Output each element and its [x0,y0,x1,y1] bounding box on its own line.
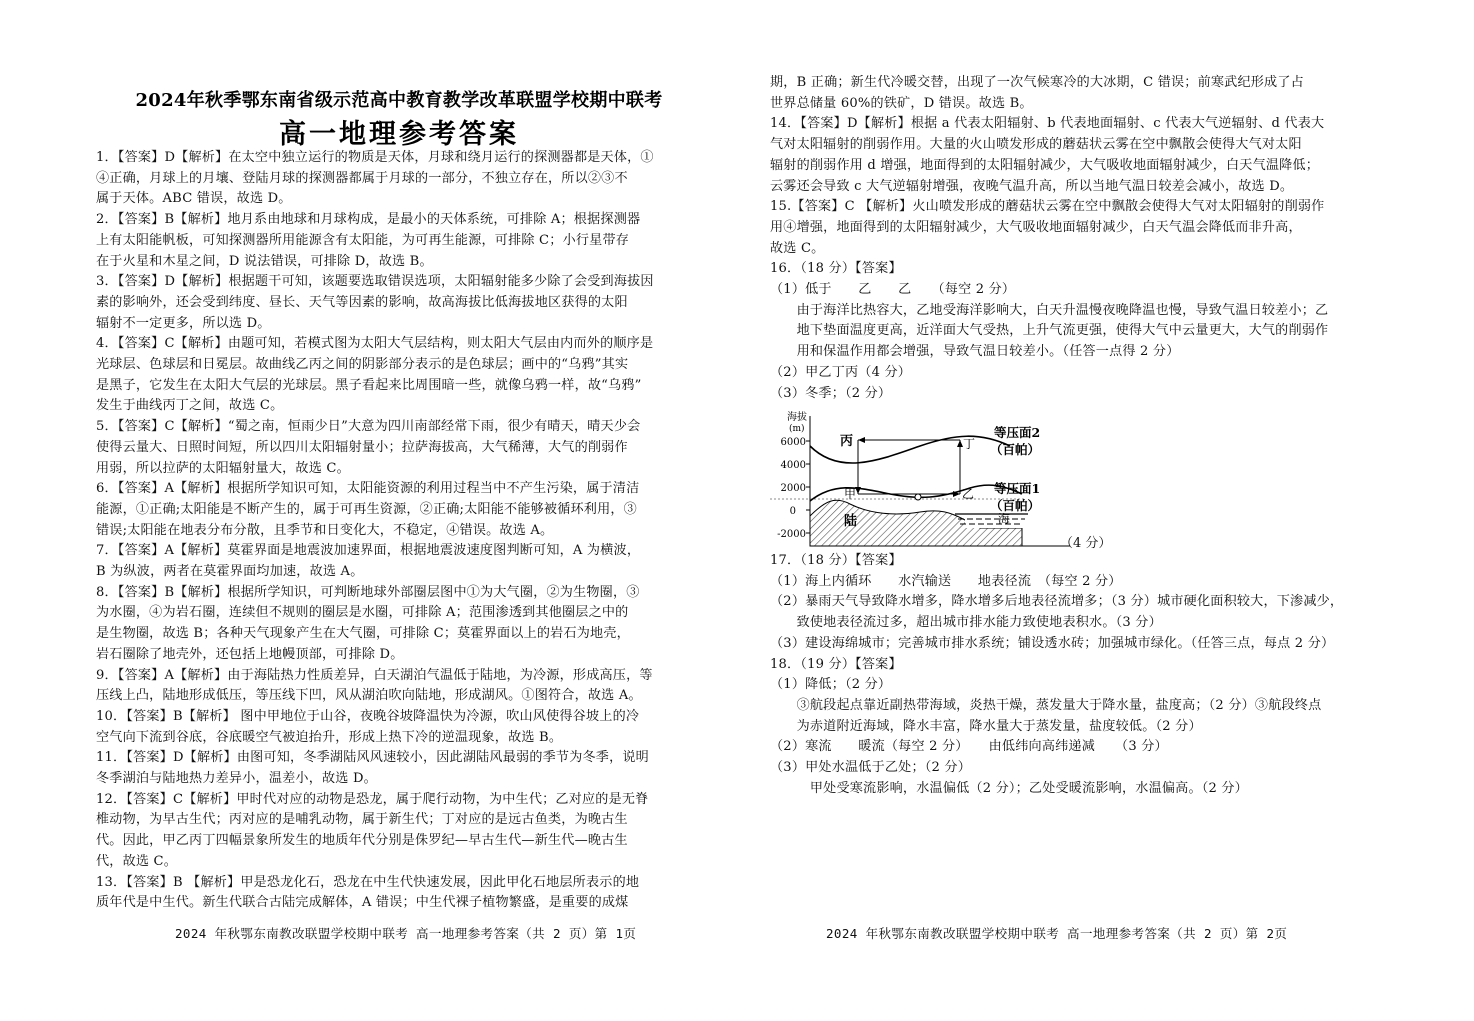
text-line: 使得云量大、日照时间短，所以四川太阳辐射量小；拉萨海拔高，大气稀薄，大气的削弱作 [96,439,628,455]
footer-page-1: 2024 年秋鄂东南教改联盟学校期中联考 高一地理参考答案（共 2 页）第 1页 [175,926,637,941]
text-line: 属于天体。ABC 错误，故选 D。 [96,191,292,207]
isobar2-unit: （百帕） [990,442,1041,457]
text-line: 在于火星和木星之间，D 说法错误，可排除 D，故选 B。 [96,253,433,269]
text-line: 辐射的削弱作用 d 增强，地面得到的太阳辐射减少，大气吸收地面辐射减少，白天气温降低； [770,157,1320,173]
text-line: 代，故选 C。 [96,853,178,869]
text-line: 能源，①正确;太阳能是不断产生的，属于可再生资源，②正确;太阳能不能够被循环利用，③ [96,501,637,517]
text-line: 2．【答案】B【解析】地月系由地球和月球构成，是最小的天体系统，可排除 A；根据探测器 [96,212,641,228]
text-line: 3．【答案】D【解析】根据题干可知，该题要选取错误选项，太阳辐射能多少除了会受到海拔因 [96,274,654,290]
text-line: 椎动物，为早古生代；丙对应的是哺乳动物，属于新生代；丁对应的是远古鱼类，为晚古生 [96,812,628,828]
text-line: 是黑子，它发生在太阳大气层的光球层。黑子看起来比周围暗一些，就像乌鸦一样，故“乌鸦” [96,377,642,393]
text-line: 云雾还会导致 c 大气逆辐射增强，夜晚气温升高，所以当地气温日较差会减小，故选 D。 [770,178,1294,194]
text-line: 为水圈，④为岩石圈，连续但不规则的圈层是水圈，可排除 A；范围渗透到其他圈层之中的 [96,605,629,621]
text-line: 期，B 正确；新生代冷暖交替，出现了一次气候寒冷的大冰期，C 错误；前寒武纪形成了占 [770,75,1304,90]
text-line: 发生于曲线丙丁之间，故选 C。 [96,398,284,414]
text-line: 质年代是中生代。新生代联合古陆完成解体，A 错误；中生代裸子植物繁盛，是重要的成煤 [96,895,629,911]
sea-area [965,514,1025,528]
text-line: 地下垫面温度更高，近洋面大气受热，上升气流更强，使得大气中云量更大，大气的削弱作 [770,323,1329,339]
text-line: 世界总储量 60%的铁矿，D 错误。故选 B。 [770,95,1033,111]
y-axis-title: 海拔 [787,412,807,423]
text-line: 用弱，所以拉萨的太阳辐射量大，故选 C。 [96,460,350,476]
y-tick-label: 2000 [780,483,806,494]
text-line: 12．【答案】C【解析】甲时代对应的动物是恐龙，属于爬行动物，为中生代；乙对应的是无脊 [96,791,649,807]
text-line: 光球层、色球层和日冕层。故曲线乙丙之间的阴影部分表示的是色球层；画中的“乌鸦”其实 [96,357,629,372]
text-line: （2）暴雨天气导致降水增多，降水增多后地表径流增多；（3 分）城市硬化面积较大，下渗减少， [770,594,1344,610]
text-line: （2）甲乙丁丙（4 分） [770,364,912,380]
isobar1-unit: （百帕） [990,498,1041,513]
text-line: （1）海上内循环 水汽输送 地表径流 （每空 2 分） [770,573,1122,589]
text-line: ③航段起点靠近副热带海域，炎热干燥，蒸发量大于降水量，盐度高；（2 分）③航段终点 [770,697,1322,713]
text-line: 4．【答案】C【解析】由题可知，若模式图为太阳大气层结构，则太阳大气层由内而外的顺序是 [96,336,654,352]
isobar2-name: 等压面2 [994,425,1041,440]
label-jia: 甲 [844,487,857,501]
text-line: （1）低于 乙 乙 （每空 2 分） [770,282,1016,297]
text-line: 由于海洋比热容大，乙地受海洋影响大，白天升温慢夜晚降温也慢，导致气温日较差小；乙 [770,302,1329,318]
text-line: 错误;太阳能在地表分布分散，且季节和日变化大，不稳定，④错误。故选 A。 [96,522,554,538]
text-line: 致使地表径流过多，超出城市排水能力致使地表积水。（3 分） [770,615,1162,631]
y-tick-label: 6000 [780,437,806,448]
label-yi: 乙 [962,487,975,501]
text-line: （3）建设海绵城市；完善城市排水系统；铺设透水砖；加强城市绿化。（任答三点，每点 2 分） [770,635,1335,651]
text-line: 16．（18 分）【答案】 [770,261,902,277]
text-line: 14．【答案】D【解析】根据 a 代表太阳辐射、b 代表地面辐射、c 代表大气逆辐射、d 代表大 [770,116,1325,132]
text-line: （1）降低；（2 分） [770,677,892,693]
text-line: 用④增强，地面得到的太阳辐射减少，大气吸收地面辐射减少，白天气温会降低而非升高， [770,219,1302,235]
text-line: （3）冬季；（2 分） [770,385,892,401]
text-line: 8．【答案】B【解析】根据所学知识，可判断地球外部圈层图中①为大气圈，②为生物圈，③ [96,584,640,600]
text-line: 上有太阳能帆板，可知探测器所用能源含有太阳能，为可再生能源，可排除 C；小行星带存 [96,232,630,248]
text-line: ④正确，月球上的月壤、登陆月球的探测器都属于月球的一部分，不独立存在，所以②③不 [96,170,628,186]
text-line: 气对太阳辐射的削弱作用。大量的火山喷发形成的蘑菇状云雾在空中飘散会使得大气对太阳 [770,137,1302,153]
isobar1-name: 等压面1 [994,481,1041,496]
text-line: 空气向下流到谷底，谷底暖空气被迫抬升，形成上热下冷的逆温现象，故选 B。 [96,729,563,745]
text-line: （2）寒流 暖流（每空 2 分） 由低纬向高纬递减 （3 分） [770,739,1168,755]
y-tick-label: 0 [789,506,796,517]
text-line: 18．（19 分）【答案】 [770,656,902,672]
text-line: 故选 C。 [770,240,825,256]
text-line: 7．【答案】A【解析】莫霍界面是地震波加速界面，根据地震波速度图判断可知，A 为横波， [96,543,641,559]
y-tick-label: -2000 [777,529,806,540]
text-line: 9．【答案】A【解析】由于海陆热力性质差异，白天湖泊气温低于陆地，为冷源，形成高压，等 [96,667,653,683]
y-tick-label: 4000 [780,460,806,471]
text-line: 10．【答案】B【解析】 图中甲地位于山谷，夜晚谷坡降温快为冷源，吹山风使得谷坡上的冷 [96,708,640,724]
text-line: 17．（18 分）【答案】 [770,553,902,568]
text-line: 是生物圈，故选 B；各种天气现象产生在大气圈，可排除 C；莫霍界面以上的岩石为地壳， [96,626,630,642]
text-line: 岩石圈除了地壳外，还包括上地幔顶部，可排除 D。 [96,646,404,662]
answer-key-title: 高一地理参考答案 [279,119,519,150]
text-line: 辐射不一定更多，所以选 D。 [96,315,271,331]
isobaric-surface-diagram [770,406,1070,552]
label-sea: 海 [998,512,1011,526]
label-bing: 丙 [840,434,854,449]
text-line: 13．【答案】B 【解析】甲是恐龙化石，恐龙在中生代快速发展，因此甲化石地层所表示的地 [96,874,640,890]
text-line: 为赤道附近海域，降水丰富，降水量大于蒸发量，盐度较低。（2 分） [770,718,1202,734]
exam-title: 2024年秋季鄂东南省级示范高中教育教学改革联盟学校期中联考 [135,90,663,111]
text-line: 6．【答案】A【解析】根据所学知识可知，太阳能资源的利用过程当中不产生污染，属于清洁 [96,481,640,497]
text-line: 1．【答案】D【解析】在太空中独立运行的物质是天体，月球和绕月运行的探测器都是天体，① [96,150,654,165]
footer-page-2: 2024 年秋鄂东南教改联盟学校期中联考 高一地理参考答案（共 2 页）第 2页 [826,926,1288,941]
text-line: 5．【答案】C【解析】“蜀之南，恒雨少日”大意为四川南部经常下雨，很少有晴天，晴天少会 [96,419,641,435]
label-land: 陆 [844,514,858,529]
label-ding: 丁 [963,437,976,451]
diagram-score: （4 分） [1060,536,1112,551]
y-axis-unit: (m) [789,424,805,434]
text-line: 代。因此，甲乙丙丁四幅景象所发生的地质年代分别是侏罗纪—早古生代—新生代—晚古生 [96,833,628,849]
text-line: 冬季湖泊与陆地热力差异小，温差小，故选 D。 [96,771,377,786]
text-line: 用和保温作用都会增强，导致气温日较差小。（任答一点得 2 分） [770,344,1180,360]
text-line: 素的影响外，还会受到纬度、昼长、天气等因素的影响，故高海拔比低海拔地区获得的太阳 [96,294,628,310]
text-line: B 为纵波，两者在莫霍界面均加速，故选 A。 [96,564,364,579]
text-line: 15.【答案】C 【解析】火山喷发形成的蘑菇状云雾在空中飘散会使得大气对太阳辐射的削弱作 [770,199,1325,215]
text-line: （3）甲处水温低于乙处；（2 分） [770,760,971,775]
text-line: 甲处受寒流影响，水温偏低（2 分）；乙处受暖流影响，水温偏高。（2 分） [770,780,1248,796]
text-line: 压线上凸，陆地形成低压，等压线下凹，风从湖泊吹向陆地，形成湖风。①图符合，故选 A。 [96,688,642,704]
text-line: 11．【答案】D【解析】由图可知，冬季湖陆风风速较小，因此湖陆风最弱的季节为冬季，说明 [96,750,649,766]
